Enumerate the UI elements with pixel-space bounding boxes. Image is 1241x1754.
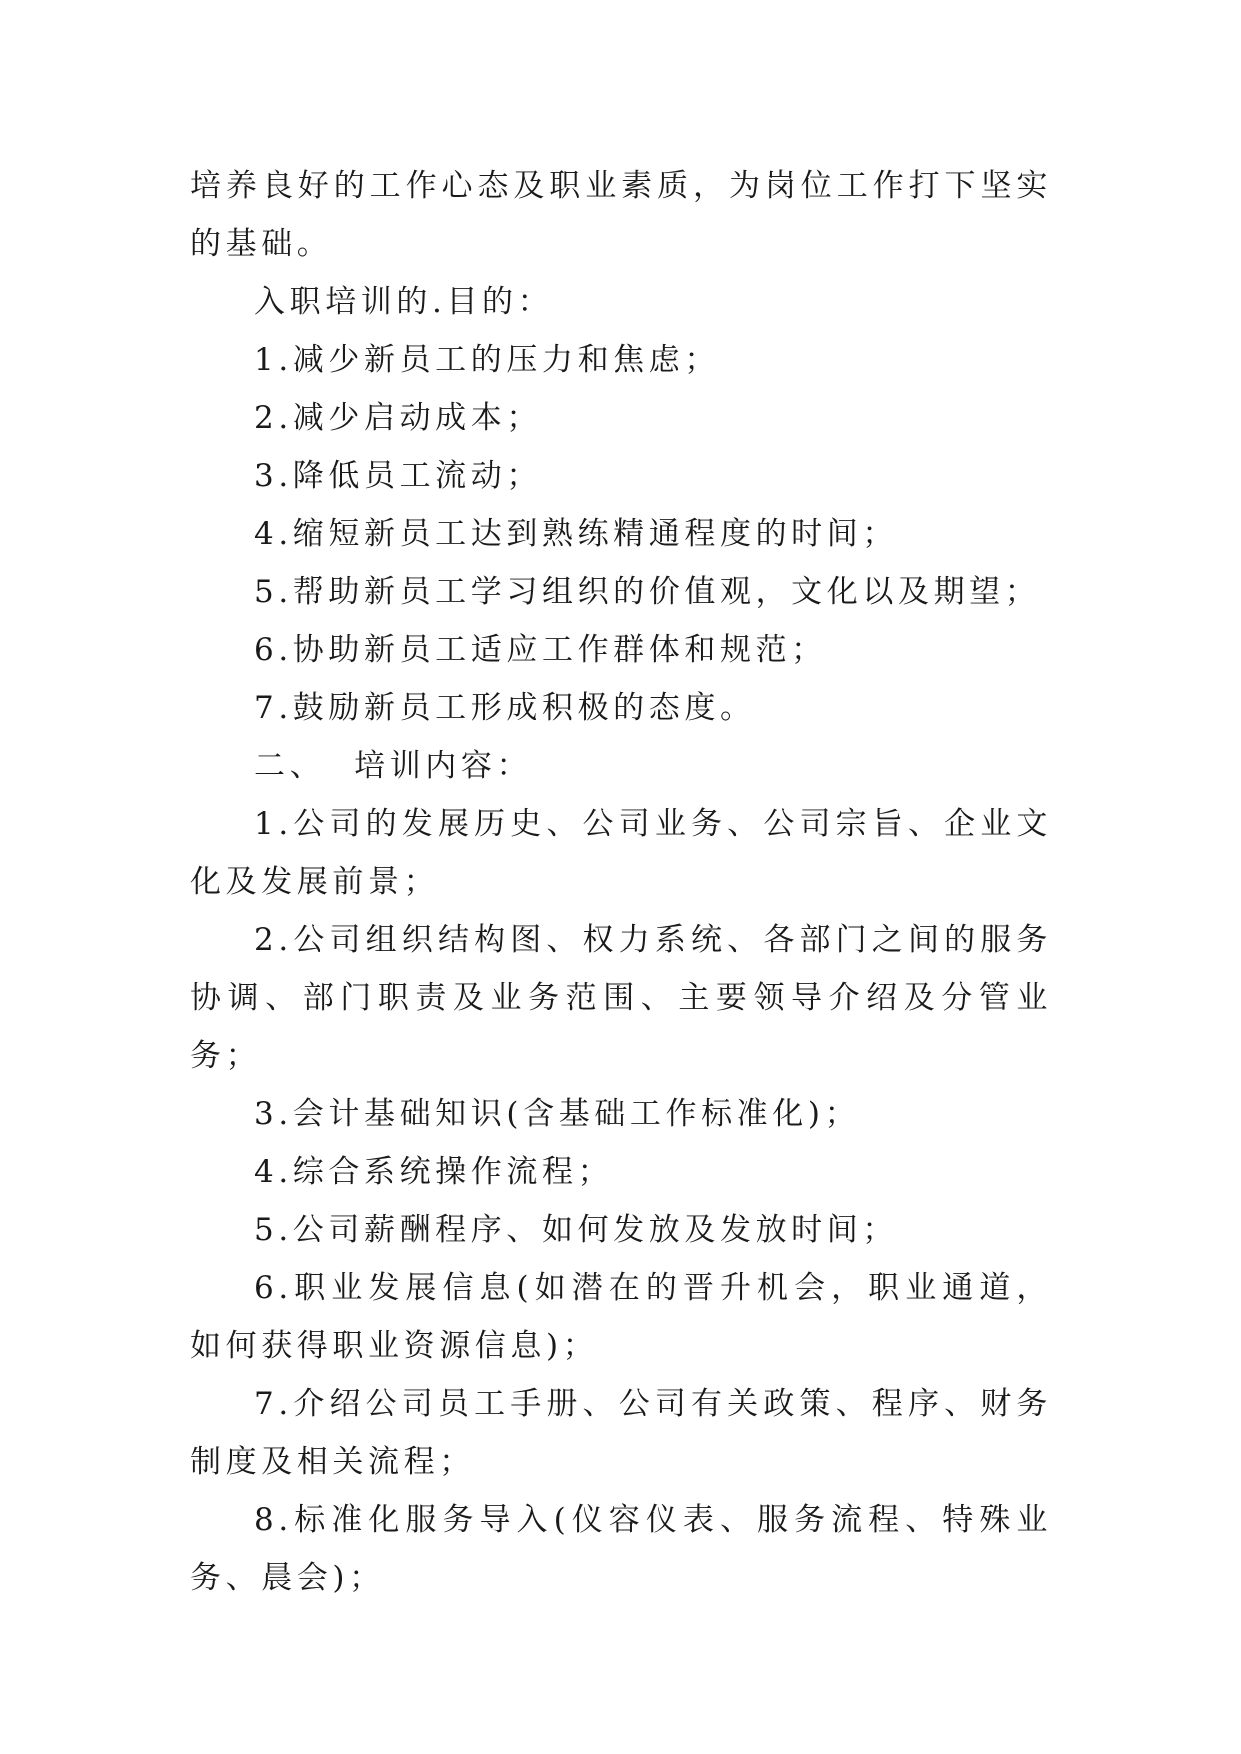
- list-item: 1.减少新员工的压力和焦虑；: [254, 342, 720, 378]
- list-item: 7.鼓励新员工形成积极的态度。: [254, 690, 756, 726]
- list-item: 6.协助新员工适应工作群体和规范；: [254, 632, 827, 668]
- list-item: 4.综合系统操作流程；: [254, 1154, 614, 1190]
- list-item: 6.职业发展信息(如潜在的晋升机会，职业通道，如何获得职业资源信息)；: [190, 1270, 1052, 1364]
- document-body: [190, 157, 1052, 1607]
- list-item: 4.缩短新员工达到熟练精通程度的时间；: [254, 516, 898, 552]
- list-item: 5.公司薪酬程序、如何发放及发放时间；: [254, 1212, 898, 1248]
- list-item: 3.降低员工流动；: [254, 458, 542, 494]
- paragraph: 培养良好的工作心态及职业素质，为岗位工作打下坚实的基础。: [190, 168, 1052, 262]
- list-item: 2.减少启动成本；: [254, 400, 542, 436]
- list-item: 1.公司的发展历史、公司业务、公司宗旨、企业文化及发展前景；: [190, 806, 1052, 900]
- list-item: 3.会计基础知识(含基础工作标准化)；: [254, 1096, 861, 1132]
- list-item: 7.介绍公司员工手册、公司有关政策、程序、财务制度及相关流程；: [190, 1386, 1052, 1480]
- section-heading: 二、 培训内容：: [254, 748, 533, 784]
- list-item: 5.帮助新员工学习组织的价值观，文化以及期望；: [254, 574, 1041, 610]
- list-item: 2.公司组织结构图、权力系统、各部门之间的服务协调、部门职责及业务范围、主要领导介绍及分管业务；: [190, 922, 1052, 1074]
- list-item: 8.标准化服务导入(仪容仪表、服务流程、特殊业务、晨会)；: [190, 1502, 1052, 1596]
- section-heading: 入职培训的.目的：: [254, 284, 554, 320]
